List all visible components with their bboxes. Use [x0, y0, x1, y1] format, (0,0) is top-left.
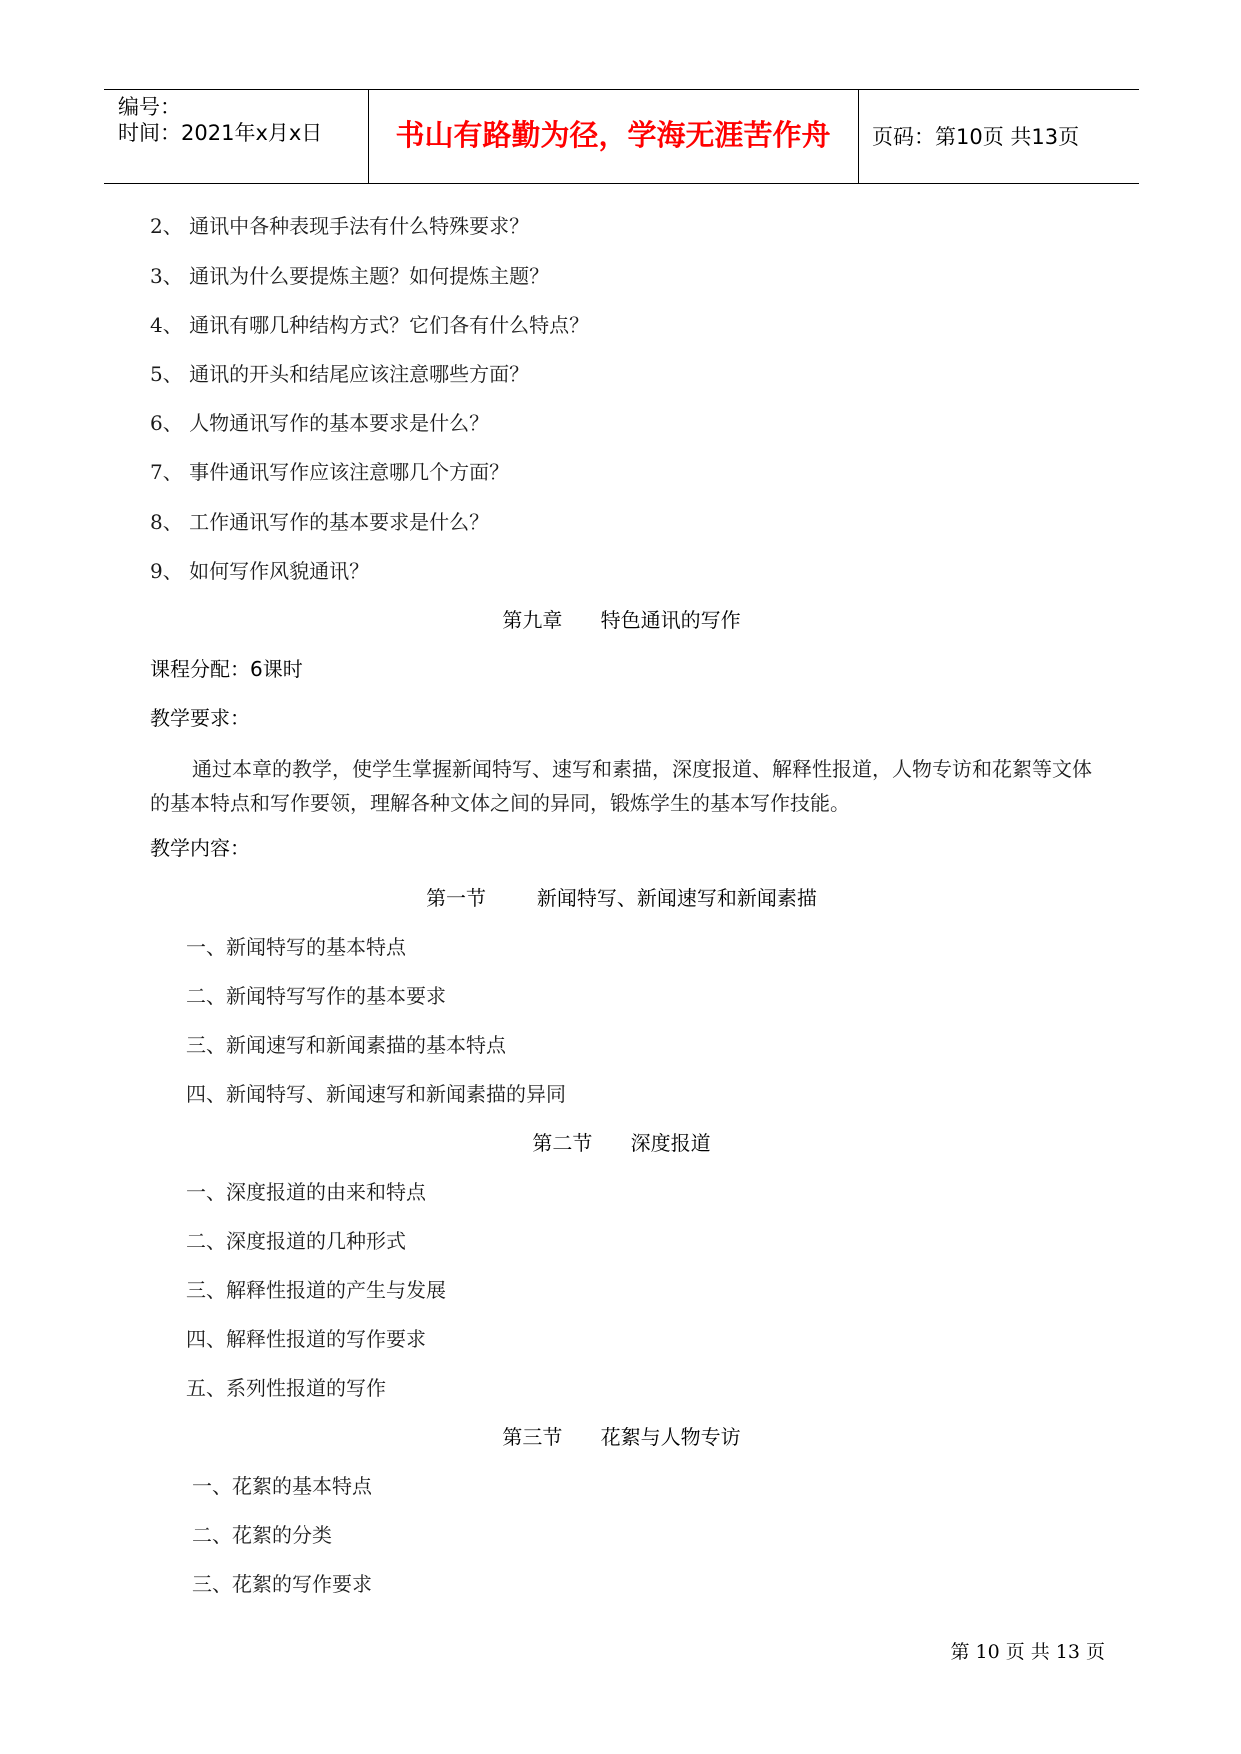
header-page-info: 页码：第10页 共13页: [872, 125, 1080, 149]
question-item: 8、 工作通讯写作的基本要求是什么？: [150, 510, 490, 534]
teaching-content-label: 教学内容：: [150, 836, 250, 860]
section-item: 四、解释性报道的写作要求: [186, 1327, 426, 1351]
question-item: 2、 通讯中各种表现手法有什么特殊要求？: [150, 214, 530, 238]
chapter-title: 第九章 特色通讯的写作: [502, 608, 741, 632]
section-item: 三、解释性报道的产生与发展: [186, 1278, 446, 1302]
question-item: 9、 如何写作风貌通讯？: [150, 559, 370, 583]
header-number-label: 编号：: [118, 95, 181, 119]
course-allocation: 课程分配：6课时: [150, 657, 303, 681]
section-item: 二、深度报道的几种形式: [186, 1229, 406, 1253]
section-item: 四、新闻特写、新闻速写和新闻素描的异同: [186, 1082, 566, 1106]
section-item: 一、深度报道的由来和特点: [186, 1180, 426, 1204]
question-item: 5、 通讯的开头和结尾应该注意哪些方面？: [150, 362, 530, 386]
section-item: 五、系列性报道的写作: [186, 1376, 386, 1400]
question-item: 3、 通讯为什么要提炼主题？如何提炼主题？: [150, 264, 550, 288]
header-divider-right: [858, 89, 859, 183]
section-title: 第三节 花絮与人物专访: [502, 1425, 741, 1449]
section-title: 第二节 深度报道: [532, 1131, 711, 1155]
header-time-label: 时间：2021年x月x日: [118, 121, 323, 145]
teaching-requirements-label: 教学要求：: [150, 706, 250, 730]
section-item: 三、花絮的写作要求: [192, 1572, 372, 1596]
question-item: 7、 事件通讯写作应该注意哪几个方面？: [150, 460, 510, 484]
section-item: 二、新闻特写写作的基本要求: [186, 984, 446, 1008]
header-top-rule: [104, 89, 1139, 90]
header-bottom-rule: [104, 183, 1139, 184]
header-motto: 书山有路勤为径，学海无涯苦作舟: [395, 118, 831, 152]
teaching-requirements-text: 通过本章的教学，使学生掌握新闻特写、速写和素描，深度报道、解释性报道，人物专访和花絮等文体的基本特点和写作要领，理解各种文体之间的异同，锻炼学生的基本写作技能。: [150, 757, 1092, 815]
footer-page-number: 第 10 页 共 13 页: [950, 1641, 1105, 1663]
question-item: 6、 人物通讯写作的基本要求是什么？: [150, 411, 490, 435]
question-item: 4、 通讯有哪几种结构方式？它们各有什么特点？: [150, 313, 590, 337]
section-item: 一、花絮的基本特点: [192, 1474, 372, 1498]
section-item: 一、新闻特写的基本特点: [186, 935, 406, 959]
section-title: 第一节 新闻特写、新闻速写和新闻素描: [426, 886, 817, 910]
section-item: 三、新闻速写和新闻素描的基本特点: [186, 1033, 506, 1057]
section-item: 二、花絮的分类: [192, 1523, 332, 1547]
